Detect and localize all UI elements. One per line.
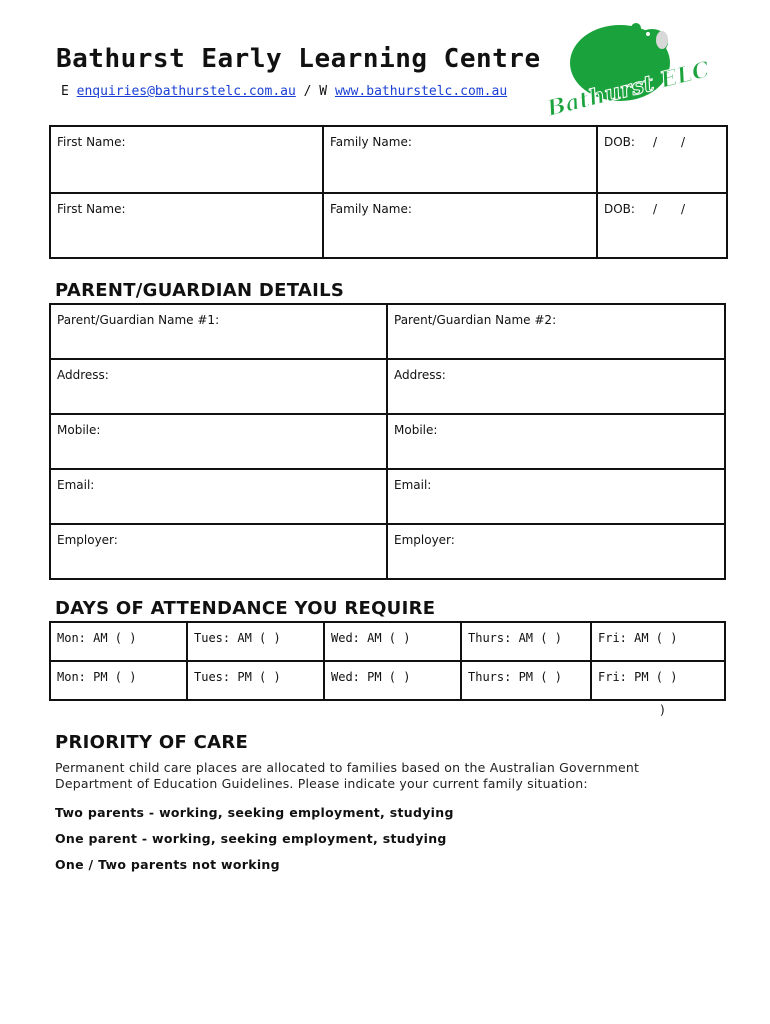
priority-option-not-working[interactable]: One / Two parents not working xyxy=(55,857,280,872)
parent-guardian-heading: PARENT/GUARDIAN DETAILS xyxy=(55,280,345,301)
priority-option-two-parents[interactable]: Two parents - working, seeking employment, studying xyxy=(55,805,454,820)
website-link[interactable]: www.bathurstelc.com.au xyxy=(334,84,508,99)
table-row xyxy=(50,126,727,193)
parent-guardian-table xyxy=(49,303,726,580)
thurs-pm-checkbox[interactable]: Thurs: PM ( ) xyxy=(461,661,591,700)
page-title: Bathurst Early Learning Centre xyxy=(56,44,541,74)
logo-text: Bathurst ELC xyxy=(544,56,713,122)
website-prefix: / W xyxy=(303,84,328,99)
parent2-name-field[interactable]: Parent/Guardian Name #2: xyxy=(387,304,725,359)
table-row xyxy=(50,193,727,258)
child-family-name-field[interactable]: Family Name: xyxy=(323,126,597,193)
fri-pm-checkbox[interactable]: Fri: PM ( ) xyxy=(591,661,725,700)
logo xyxy=(544,18,713,123)
parent1-mobile-field[interactable]: Mobile: xyxy=(50,414,387,469)
parent1-email-field[interactable]: Email: xyxy=(50,469,387,524)
tues-pm-checkbox[interactable]: Tues: PM ( ) xyxy=(187,661,324,700)
stray-parenthesis: ) xyxy=(660,703,665,717)
child-dob-field[interactable]: DOB: / / xyxy=(597,126,727,193)
parent2-employer-field[interactable]: Employer: xyxy=(387,524,725,579)
table-row xyxy=(50,414,725,469)
table-row xyxy=(50,359,725,414)
mon-pm-checkbox[interactable]: Mon: PM ( ) xyxy=(50,661,187,700)
priority-heading: PRIORITY OF CARE xyxy=(55,732,249,753)
priority-option-one-parent[interactable]: One parent - working, seeking employment, studying xyxy=(55,831,447,846)
email-prefix: E xyxy=(61,84,69,99)
tues-am-checkbox[interactable]: Tues: AM ( ) xyxy=(187,622,324,661)
table-row xyxy=(50,622,725,661)
child-first-name-field[interactable]: First Name: xyxy=(50,193,323,258)
thurs-am-checkbox[interactable]: Thurs: AM ( ) xyxy=(461,622,591,661)
table-row xyxy=(50,304,725,359)
email-link[interactable]: enquiries@bathurstelc.com.au xyxy=(76,84,296,99)
wed-am-checkbox[interactable]: Wed: AM ( ) xyxy=(324,622,461,661)
table-row xyxy=(50,661,725,700)
fri-am-checkbox[interactable]: Fri: AM ( ) xyxy=(591,622,725,661)
table-row xyxy=(50,469,725,524)
parent2-email-field[interactable]: Email: xyxy=(387,469,725,524)
table-row xyxy=(50,524,725,579)
child-first-name-field[interactable]: First Name: xyxy=(50,126,323,193)
attendance-table xyxy=(49,621,726,701)
attendance-heading: DAYS OF ATTENDANCE YOU REQUIRE xyxy=(55,598,436,619)
parent1-name-field[interactable]: Parent/Guardian Name #1: xyxy=(50,304,387,359)
child-dob-field[interactable]: DOB: / / xyxy=(597,193,727,258)
mon-am-checkbox[interactable]: Mon: AM ( ) xyxy=(50,622,187,661)
parent2-address-field[interactable]: Address: xyxy=(387,359,725,414)
child-family-name-field[interactable]: Family Name: xyxy=(323,193,597,258)
parent2-mobile-field[interactable]: Mobile: xyxy=(387,414,725,469)
contact-line xyxy=(61,84,507,99)
parent1-employer-field[interactable]: Employer: xyxy=(50,524,387,579)
child-details-table xyxy=(49,125,728,259)
priority-paragraph: Permanent child care places are allocated to families based on the Australian Government Department of Education Guidelines. Please indicate your current family situation: xyxy=(55,760,640,791)
wed-pm-checkbox[interactable]: Wed: PM ( ) xyxy=(324,661,461,700)
parent1-address-field[interactable]: Address: xyxy=(50,359,387,414)
